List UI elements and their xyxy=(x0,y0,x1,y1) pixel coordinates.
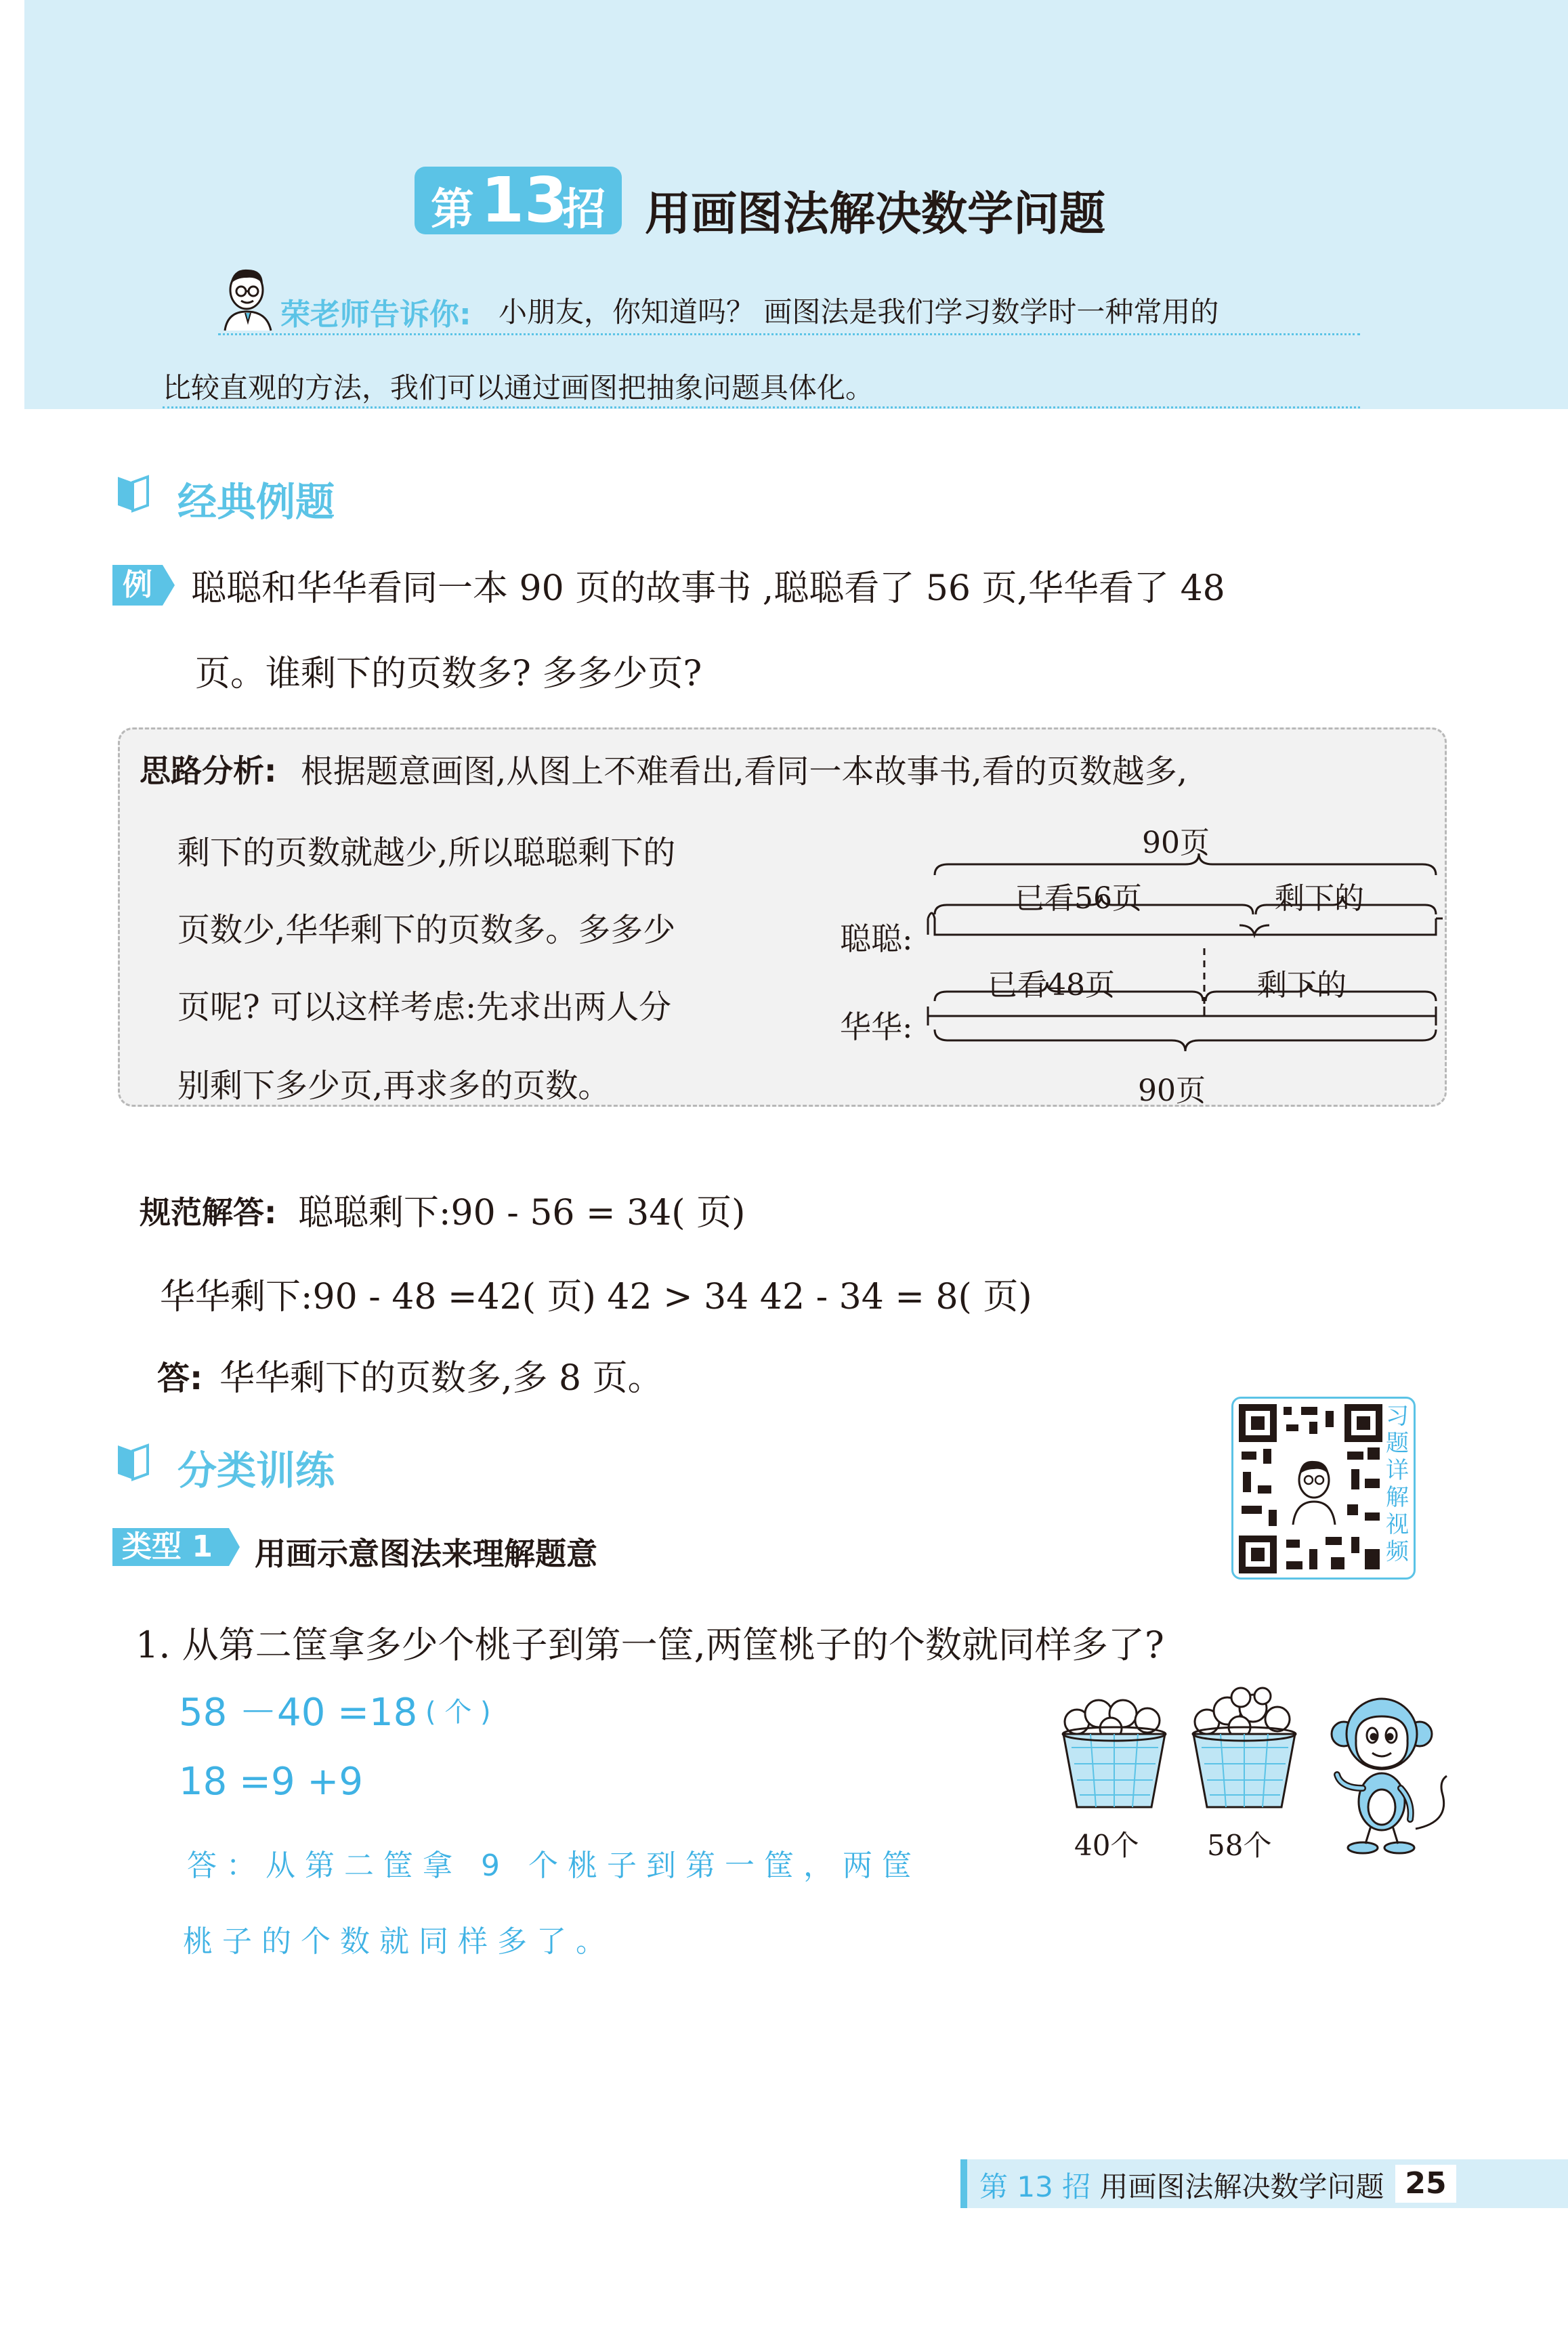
example-badge-arrow xyxy=(163,565,175,606)
qr-pattern-icon xyxy=(1239,1404,1382,1573)
chapter-badge xyxy=(415,164,622,236)
problem1-answer-line1: 答：从第二筐拿 9 个桃子到第一筐，两筐 xyxy=(187,1848,921,1883)
chapter-badge-suffix: 招 xyxy=(562,185,606,235)
teacher-tip-text-cont: 比较直观的方法，我们可以通过画图把抽象问题具体化。 xyxy=(163,371,874,404)
dotted-rule xyxy=(218,333,1360,335)
type-title: 用画示意图法来理解题意 xyxy=(255,1536,597,1572)
analysis-label: 思路分析: xyxy=(140,753,277,789)
page-number: 25 xyxy=(1395,2165,1456,2203)
answer-label: 答: xyxy=(157,1359,203,1397)
example-text-line1: 聪聪和华华看同一本 90 页的故事书 ,聪聪看了 56 页,华华看了 48 xyxy=(191,568,1225,609)
solution-line1: 聪聪剩下:90 - 56 = 34( 页) xyxy=(298,1193,746,1233)
page-title: 用画图法解决数学问题 xyxy=(645,188,1106,241)
qr-caption: 习题详解视频 xyxy=(1386,1403,1409,1565)
type-badge-arrow xyxy=(229,1528,240,1566)
section-title-classic: 经典例题 xyxy=(177,479,335,525)
diagram-cong-read: 已看56页 xyxy=(1015,881,1142,916)
basket1-label: 40个 xyxy=(1074,1829,1139,1862)
answer-text: 华华剩下的页数多,多 8 页。 xyxy=(219,1358,663,1399)
diagram-total-bottom: 90页 xyxy=(1138,1074,1206,1108)
diagram-total-top: 90页 xyxy=(1142,826,1210,860)
teacher-avatar-icon xyxy=(218,264,279,332)
qr-code[interactable] xyxy=(1231,1397,1416,1580)
example-badge: 例 xyxy=(112,565,163,606)
problem1-work1: 58 －40 =18 xyxy=(179,1691,418,1735)
teacher-tip-label: 荣老师告诉你: xyxy=(280,297,471,332)
teacher-tip-text: 小朋友，你知道吗？ 画图法是我们学习数学时一种常用的 xyxy=(499,295,1219,329)
diagram-hua-read: 已看48页 xyxy=(988,968,1115,1002)
problem1-work2: 18 =9 +9 xyxy=(179,1760,363,1804)
monkey-icon xyxy=(1314,1687,1449,1856)
basket2-label: 58个 xyxy=(1207,1829,1272,1862)
analysis-text-line1: 根据题意画图,从图上不难看出,看同一本故事书,看的页数越多, xyxy=(301,753,1188,790)
total-brace-bottom xyxy=(935,1030,1436,1051)
problem1-answer-line2: 桃子的个数就同样多了。 xyxy=(183,1924,615,1959)
analysis-text-line5: 别剩下多少页,再求多的页数。 xyxy=(177,1067,611,1105)
diagram-hua-name: 华华: xyxy=(840,1009,913,1045)
analysis-text-line3: 页数少,华华剩下的页数多。多多少 xyxy=(177,911,676,949)
solution-label: 规范解答: xyxy=(140,1194,277,1231)
chapter-number: 13 xyxy=(481,164,568,236)
diagram-cong-left: 剩下的 xyxy=(1275,881,1364,916)
peach-basket-icon xyxy=(1057,1693,1172,1815)
solution-line2: 华华剩下:90 - 48 =42( 页) 42 > 34 42 - 34 = 8( 页) xyxy=(160,1277,1032,1317)
peach-basket-icon xyxy=(1187,1687,1302,1815)
section-title-training: 分类训练 xyxy=(177,1447,335,1494)
problem1-work1-unit: ( 个 ) xyxy=(425,1697,491,1728)
problem1-text: 1. 从第二筐拿多少个桃子到第一筐,两筐桃子的个数就同样多了? xyxy=(135,1624,1164,1666)
dotted-rule xyxy=(163,406,1360,408)
type-badge: 类型 1 xyxy=(112,1528,229,1566)
footer-title xyxy=(979,2165,1384,2205)
analysis-text-line4: 页呢? 可以这样考虑:先求出两人分 xyxy=(177,988,672,1026)
diagram-cong-name: 聪聪: xyxy=(840,920,913,957)
analysis-text-line2: 剩下的页数就越少,所以聪聪剩下的 xyxy=(177,834,676,872)
chapter-badge-prefix: 第 xyxy=(431,185,474,235)
footer-chapter-number: 第 13 招 xyxy=(979,2170,1091,2203)
book-icon xyxy=(115,471,150,513)
footer-accent-bar xyxy=(960,2159,967,2208)
example-text-line2: 页。谁剩下的页数多? 多多少页? xyxy=(195,654,702,694)
footer-chapter-title: 用画图法解决数学问题 xyxy=(1099,2170,1384,2203)
book-icon xyxy=(115,1440,150,1482)
diagram-hua-left: 剩下的 xyxy=(1257,968,1347,1002)
